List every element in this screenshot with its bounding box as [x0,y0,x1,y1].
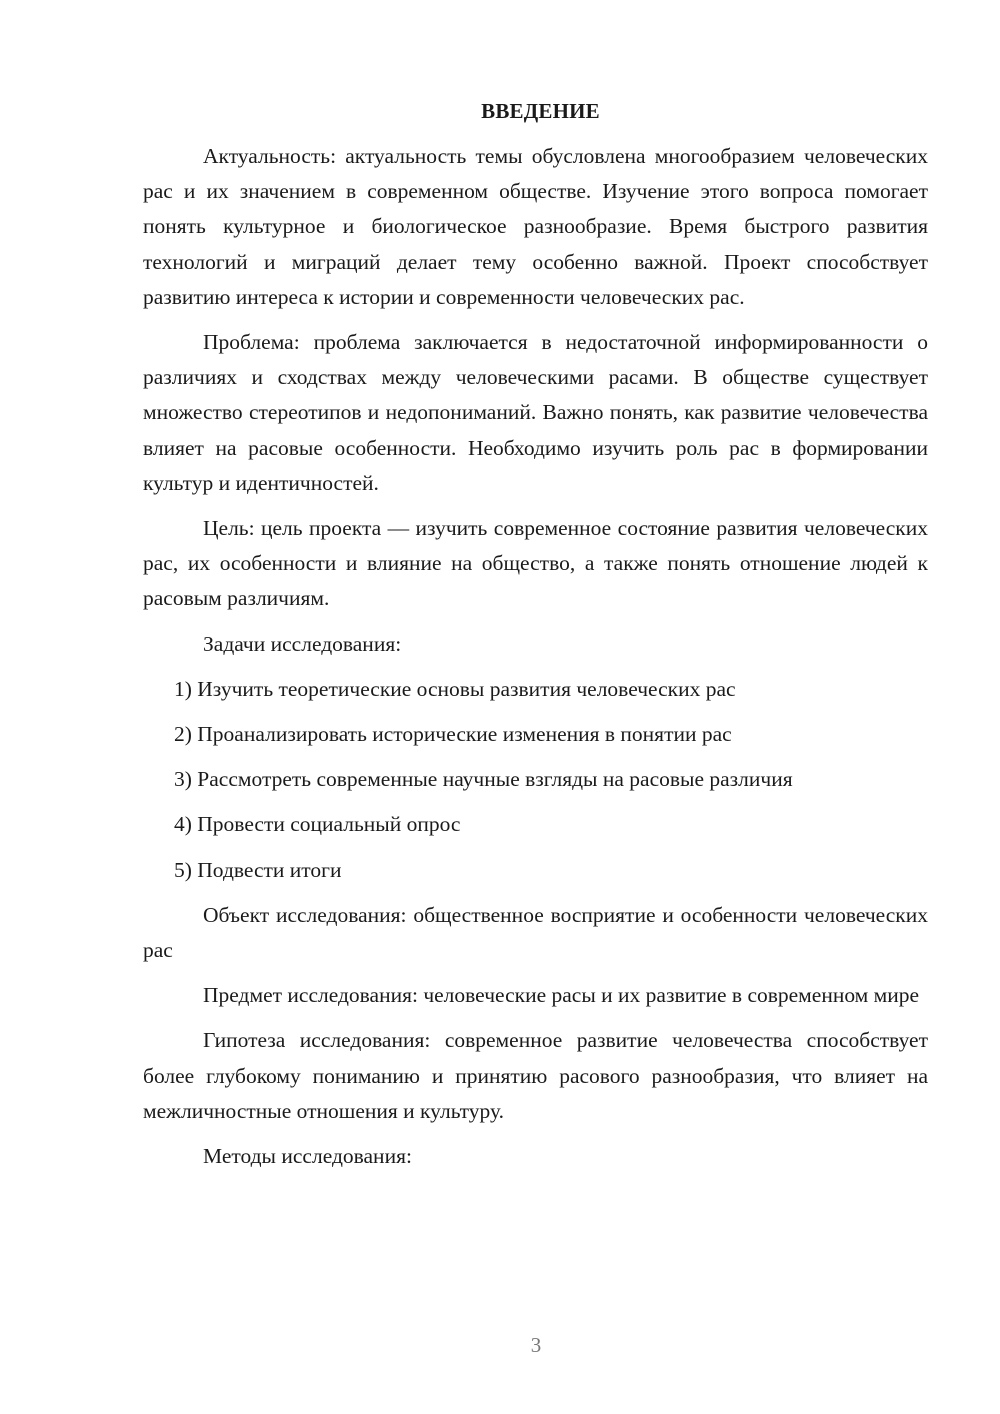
hypothesis-paragraph: Гипотеза исследования: современное развитие человечества способствует более глубокому пониманию и принятию расового разнообразия, что влияет на межличностные отношения и культуру. [143,1028,928,1123]
goal-paragraph: Цель: цель проекта — изучить современное состояние развития человеческих рас, их особенности и влияние на общество, а также понять отношение людей к расовым различиям. [143,516,928,611]
list-item: 4) Провести социальный опрос [174,812,461,837]
page-content [143,93,928,1184]
tasks-heading: Задачи исследования: [203,631,402,656]
subject-paragraph: Предмет исследования: человеческие расы и их развитие в современном мире [203,983,920,1008]
page-number: 3 [530,1333,542,1357]
problem-paragraph: Проблема: проблема заключается в недостаточной информированности о различиях и сходствах между человеческими расами. В обществе существует множество стереотипов и недопониманий. Важно понять, как развитие человечества влияет на расовые особенности. Необходимо изучить роль рас в формировании культур и идентичностей. [143,330,928,495]
list-item: 3) Рассмотреть современные научные взгляды на расовые различия [174,767,793,792]
list-item: 1) Изучить теоретические основы развития человеческих рас [174,676,736,701]
list-item: 5) Подвести итоги [174,857,342,882]
list-item: 2) Проанализировать исторические изменения в понятии рас [174,722,732,747]
methods-heading: Методы исследования: [203,1144,412,1169]
section-title: ВВЕДЕНИЕ [481,99,600,123]
relevance-paragraph: Актуальность: актуальность темы обусловлена многообразием человеческих рас и их значением в современном обществе. Изучение этого вопроса помогает понять культурное и биологическое разнообразие. Время быстрого развития технологий и миграций делает тему особенно важной. Проект способствует развитию интереса к истории и современности человеческих рас. [143,144,928,309]
object-paragraph: Объект исследования: общественное восприятие и особенности человеческих рас [143,902,928,963]
tasks-list [143,672,928,888]
